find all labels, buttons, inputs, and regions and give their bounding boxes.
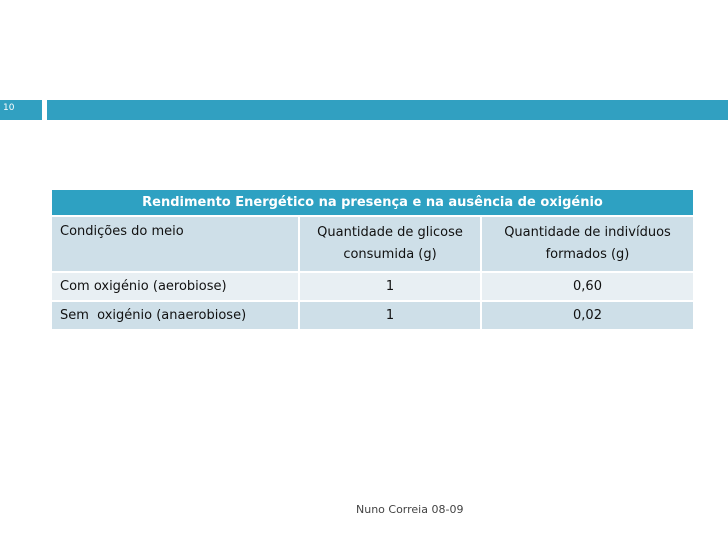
cell-condition: Com oxigénio (aerobiose)	[51, 272, 299, 301]
header-individuals-formed: Quantidade de indivíduos formados (g)	[481, 216, 694, 272]
cell-glucose: 1	[299, 272, 481, 301]
footer-author: Nuno Correia 08-09	[356, 503, 464, 516]
table-header-row	[51, 216, 694, 272]
energy-yield-table	[50, 188, 695, 331]
table-title-row	[51, 189, 694, 216]
header-bar	[47, 100, 728, 120]
cell-individuals: 0,60	[481, 272, 694, 301]
header-conditions: Condições do meio	[51, 216, 299, 272]
cell-individuals: 0,02	[481, 301, 694, 330]
slide-number-box	[0, 100, 42, 120]
table-title: Rendimento Energético na presença e na ausência de oxigénio	[51, 189, 694, 216]
table-row	[51, 301, 694, 330]
header-glucose-consumed: Quantidade de glicose consumida (g)	[299, 216, 481, 272]
cell-condition: Sem oxigénio (anaerobiose)	[51, 301, 299, 330]
slide-number: 10	[3, 103, 15, 113]
table-row	[51, 272, 694, 301]
cell-glucose: 1	[299, 301, 481, 330]
